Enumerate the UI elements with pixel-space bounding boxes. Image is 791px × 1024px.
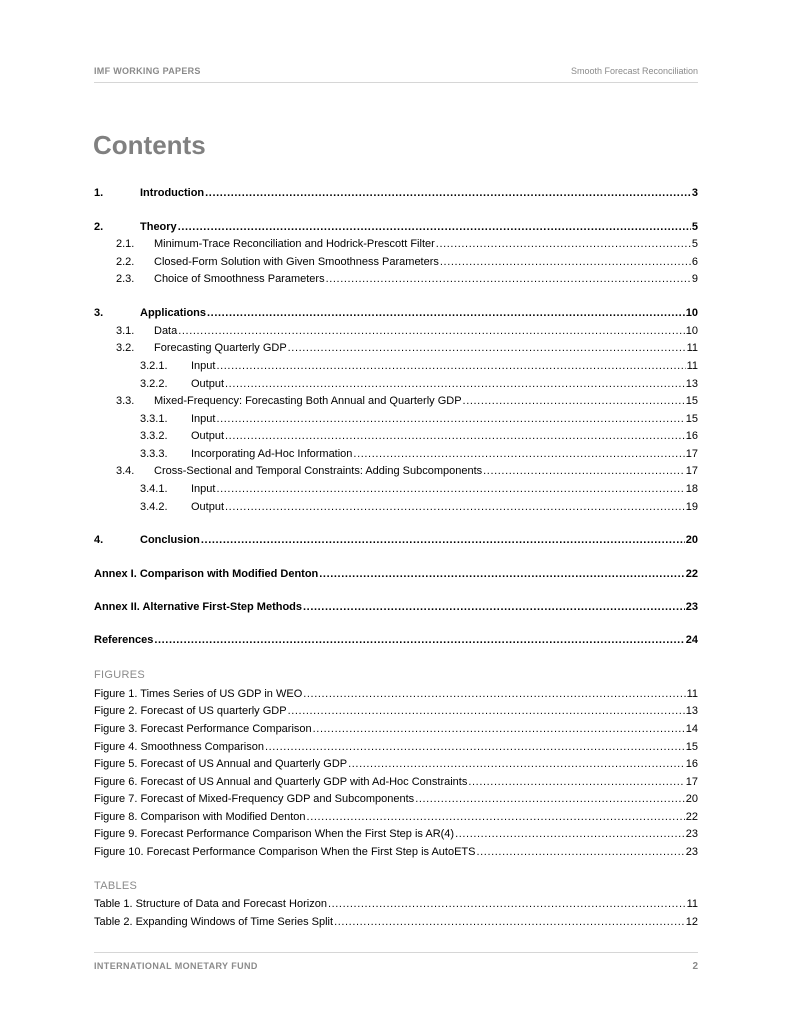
toc-page: 15 xyxy=(685,395,698,407)
toc-number: 1. xyxy=(94,187,104,199)
toc-entry-3-4[interactable] xyxy=(116,464,698,478)
figure-entry-4[interactable] xyxy=(94,740,698,754)
toc-page: 11 xyxy=(686,342,698,354)
figure-page: 14 xyxy=(685,723,698,735)
figure-title: Figure 5. Forecast of US Annual and Quarterly GDP xyxy=(94,758,348,770)
figure-page: 20 xyxy=(685,793,698,805)
toc-page: 10 xyxy=(685,325,698,337)
toc-title: Theory xyxy=(140,221,177,233)
toc-entry-3-4-2[interactable] xyxy=(140,500,698,514)
figure-entry-10[interactable] xyxy=(94,845,698,859)
figure-title: Figure 1. Times Series of US GDP in WEO xyxy=(94,688,303,700)
toc-page: 5 xyxy=(691,238,698,250)
leader-dots xyxy=(225,429,685,443)
leader-dots xyxy=(216,412,684,426)
toc-page: 3 xyxy=(691,187,698,199)
toc-title: Choice of Smoothness Parameters xyxy=(154,273,325,285)
toc-entry-3-2-2[interactable] xyxy=(140,377,698,391)
leader-dots xyxy=(178,324,685,338)
figure-page: 13 xyxy=(685,705,698,717)
toc-number: 3.3. xyxy=(116,395,135,407)
toc-page: 9 xyxy=(691,273,698,285)
toc-number: 2.2. xyxy=(116,256,135,268)
toc-title: Output xyxy=(191,378,225,390)
toc-page: 24 xyxy=(685,634,698,646)
figure-title: Figure 10. Forecast Performance Comparison When the First Step is AutoETS xyxy=(94,846,476,858)
toc-entry-3[interactable] xyxy=(94,306,698,320)
figure-title: Figure 4. Smoothness Comparison xyxy=(94,741,264,753)
table-title: Table 1. Structure of Data and Forecast Horizon xyxy=(94,898,327,910)
toc-page: 5 xyxy=(691,221,698,233)
toc-page: 10 xyxy=(685,307,698,319)
toc-entry-3-1[interactable] xyxy=(116,324,698,338)
toc-title: Incorporating Ad-Hoc Information xyxy=(191,448,353,460)
leader-dots xyxy=(455,827,685,841)
page-title: Contents xyxy=(93,130,206,160)
toc-page: 20 xyxy=(685,534,698,546)
toc-entry-3-2-1[interactable] xyxy=(140,359,698,373)
toc-number: 2. xyxy=(94,221,104,233)
toc-title: Introduction xyxy=(140,187,205,199)
toc-title: Output xyxy=(191,430,225,442)
figure-title: Figure 7. Forecast of Mixed-Frequency GDP and Subcomponents xyxy=(94,793,415,805)
toc-entry-2-1[interactable] xyxy=(116,237,698,251)
toc-title: Conclusion xyxy=(140,534,200,546)
figure-page: 23 xyxy=(685,846,698,858)
leader-dots xyxy=(265,740,685,754)
table-of-contents xyxy=(94,0,698,1024)
toc-entry-references[interactable] xyxy=(94,633,698,647)
toc-title: References xyxy=(94,634,154,646)
leader-dots xyxy=(303,600,685,614)
leader-dots xyxy=(328,897,686,911)
toc-number: 3.1. xyxy=(116,325,135,337)
leader-dots xyxy=(326,272,691,286)
leader-dots xyxy=(477,845,685,859)
toc-title: Input xyxy=(191,483,216,495)
leader-dots xyxy=(216,482,684,496)
toc-number: 3. xyxy=(94,307,104,319)
table-page: 11 xyxy=(686,898,698,910)
toc-page: 18 xyxy=(685,483,698,495)
figure-page: 23 xyxy=(685,828,698,840)
toc-number: 3.4.1. xyxy=(140,483,168,495)
toc-entry-3-2[interactable] xyxy=(116,341,698,355)
toc-number: 3.3.3. xyxy=(140,448,168,460)
tables-heading: TABLES xyxy=(94,880,138,892)
figure-title: Figure 8. Comparison with Modified Denton xyxy=(94,811,306,823)
toc-title: Cross-Sectional and Temporal Constraints: Adding Subcomponents xyxy=(154,465,483,477)
toc-page: 23 xyxy=(685,601,698,613)
figure-title: Figure 2. Forecast of US quarterly GDP xyxy=(94,705,287,717)
figure-entry-2[interactable] xyxy=(94,704,698,718)
toc-entry-annex-1[interactable] xyxy=(94,567,698,581)
leader-dots xyxy=(225,500,685,514)
figure-entry-5[interactable] xyxy=(94,757,698,771)
leader-dots xyxy=(178,220,691,234)
toc-page: 19 xyxy=(685,501,698,513)
toc-page: 22 xyxy=(685,568,698,580)
table-entry-1[interactable] xyxy=(94,897,698,911)
figure-page: 16 xyxy=(685,758,698,770)
figure-title: Figure 9. Forecast Performance Comparison When the First Step is AR(4) xyxy=(94,828,455,840)
toc-title: Applications xyxy=(140,307,207,319)
toc-page: 17 xyxy=(685,465,698,477)
toc-title: Annex I. Comparison with Modified Denton xyxy=(94,568,319,580)
toc-title: Input xyxy=(191,413,216,425)
figure-entry-6[interactable] xyxy=(94,775,698,789)
leader-dots xyxy=(440,255,691,269)
toc-entry-3-3-3[interactable] xyxy=(140,447,698,461)
leader-dots xyxy=(468,775,684,789)
leader-dots xyxy=(307,810,685,824)
toc-title: Mixed-Frequency: Forecasting Both Annual and Quarterly GDP xyxy=(154,395,462,407)
toc-title: Closed-Form Solution with Given Smoothness Parameters xyxy=(154,256,439,268)
footer-divider xyxy=(94,952,698,953)
toc-entry-4[interactable] xyxy=(94,533,698,547)
table-entry-2[interactable] xyxy=(94,915,698,929)
toc-number: 2.1. xyxy=(116,238,135,250)
toc-entry-2-3[interactable] xyxy=(116,272,698,286)
leader-dots xyxy=(319,567,684,581)
toc-number: 3.2.2. xyxy=(140,378,168,390)
header-paper-title: Smooth Forecast Reconciliation xyxy=(570,66,698,76)
figure-entry-7[interactable] xyxy=(94,792,698,806)
figure-page: 22 xyxy=(685,811,698,823)
toc-number: 2.3. xyxy=(116,273,135,285)
leader-dots xyxy=(313,722,685,736)
figure-page: 15 xyxy=(685,741,698,753)
footer-publisher: INTERNATIONAL MONETARY FUND xyxy=(94,961,258,971)
toc-number: 3.4. xyxy=(116,465,135,477)
leader-dots xyxy=(225,377,685,391)
toc-page: 11 xyxy=(686,360,698,372)
table-title: Table 2. Expanding Windows of Time Series Split xyxy=(94,916,334,928)
figure-page: 11 xyxy=(686,688,698,700)
leader-dots xyxy=(334,915,685,929)
toc-page: 17 xyxy=(685,448,698,460)
figure-title: Figure 6. Forecast of US Annual and Quarterly GDP with Ad-Hoc Constraints xyxy=(94,776,468,788)
leader-dots xyxy=(348,757,685,771)
toc-entry-3-4-1[interactable] xyxy=(140,482,698,496)
leader-dots xyxy=(216,359,685,373)
figure-title: Figure 3. Forecast Performance Comparison xyxy=(94,723,312,735)
leader-dots xyxy=(288,704,685,718)
leader-dots xyxy=(353,447,684,461)
toc-title: Input xyxy=(191,360,216,372)
leader-dots xyxy=(207,306,685,320)
toc-entry-1[interactable] xyxy=(94,186,698,200)
figure-entry-3[interactable] xyxy=(94,722,698,736)
table-page: 12 xyxy=(685,916,698,928)
figure-entry-1[interactable] xyxy=(94,687,698,701)
toc-number: 3.4.2. xyxy=(140,501,168,513)
leader-dots xyxy=(205,186,691,200)
toc-title: Data xyxy=(154,325,178,337)
leader-dots xyxy=(201,533,685,547)
toc-title: Minimum-Trace Reconciliation and Hodrick-Prescott Filter xyxy=(154,238,435,250)
toc-page: 6 xyxy=(691,256,698,268)
toc-entry-annex-2[interactable] xyxy=(94,600,698,614)
leader-dots xyxy=(436,237,691,251)
leader-dots xyxy=(288,341,686,355)
toc-title: Output xyxy=(191,501,225,513)
toc-number: 3.3.2. xyxy=(140,430,168,442)
toc-entry-3-3[interactable] xyxy=(116,394,698,408)
toc-number: 3.2. xyxy=(116,342,135,354)
toc-title: Forecasting Quarterly GDP xyxy=(154,342,287,354)
toc-page: 15 xyxy=(685,413,698,425)
toc-entry-3-3-1[interactable] xyxy=(140,412,698,426)
header-journal: IMF WORKING PAPERS xyxy=(94,66,201,76)
toc-number: 4. xyxy=(94,534,104,546)
figure-entry-9[interactable] xyxy=(94,827,698,841)
figures-heading: FIGURES xyxy=(94,669,145,681)
toc-number: 3.3.1. xyxy=(140,413,168,425)
leader-dots xyxy=(463,394,685,408)
leader-dots xyxy=(154,633,684,647)
toc-number: 3.2.1. xyxy=(140,360,168,372)
page-number: 2 xyxy=(692,961,698,972)
toc-entry-3-3-2[interactable] xyxy=(140,429,698,443)
leader-dots xyxy=(483,464,685,478)
figure-entry-8[interactable] xyxy=(94,810,698,824)
toc-title: Annex II. Alternative First-Step Methods xyxy=(94,601,303,613)
toc-entry-2[interactable] xyxy=(94,220,698,234)
toc-page: 16 xyxy=(685,430,698,442)
figure-page: 17 xyxy=(685,776,698,788)
leader-dots xyxy=(303,687,685,701)
leader-dots xyxy=(415,792,685,806)
toc-entry-2-2[interactable] xyxy=(116,255,698,269)
toc-page: 13 xyxy=(685,378,698,390)
